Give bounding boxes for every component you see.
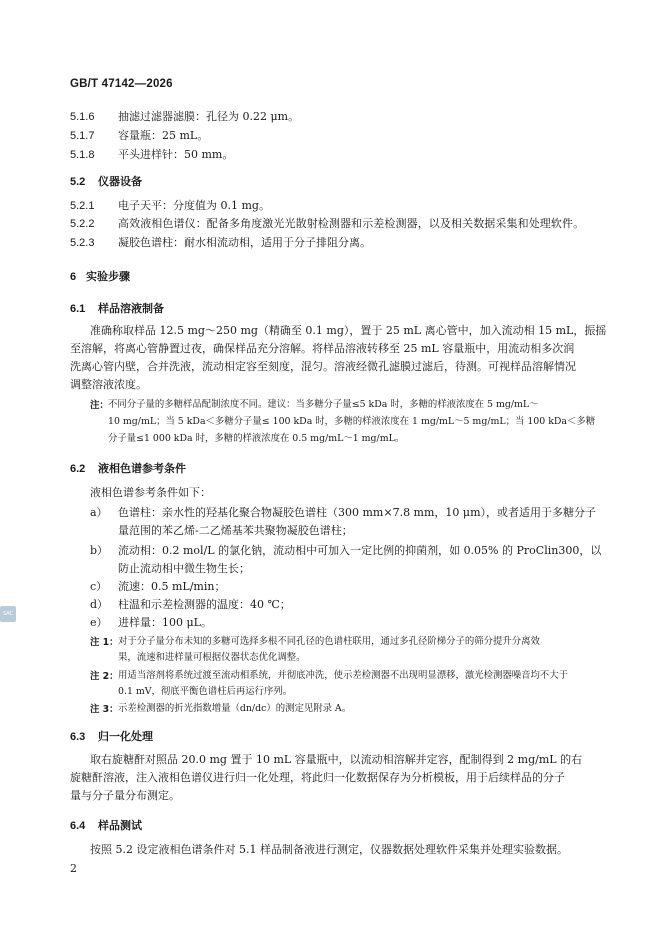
list-marker: a） bbox=[90, 506, 108, 519]
section-number: 6.1 bbox=[70, 303, 86, 315]
side-watermark-text: SAC bbox=[2, 611, 14, 617]
section-title: 样品测试 bbox=[98, 819, 142, 832]
list-item-line: 量范围的苯乙烯-二乙烯基苯共聚物凝胶色谱柱； bbox=[118, 524, 353, 537]
side-watermark-badge bbox=[0, 606, 16, 622]
note-line: 分子量≤1 000 kDa 时，多糖的样液浓度在 0.5 mg/mL～1 mg/mL。 bbox=[108, 433, 405, 444]
note-line: 对于分子量分布未知的多糖可选择多根不同孔径的色谱柱联用，通过多孔径阶梯分子的筛分提升分离效 bbox=[118, 636, 540, 647]
section-title: 实验步骤 bbox=[86, 270, 130, 283]
note-line: 果，流速和进样量可根据仪器状态优化调整。 bbox=[118, 652, 306, 663]
section-number: 6.2 bbox=[70, 463, 86, 475]
list-marker: b） bbox=[90, 544, 109, 557]
paragraph-line: 按照 5.2 设定液相色谱条件对 5.1 样品制备液进行测定，仪器数据处理软件采集并处理实验数据。 bbox=[90, 843, 568, 856]
item-text: 容量瓶：25 mL。 bbox=[118, 129, 209, 142]
section-title: 归一化处理 bbox=[98, 730, 153, 743]
list-item-line: 流速：0.5 mL/min； bbox=[118, 580, 226, 593]
note-line: 用适当溶剂将系统过渡至流动相系统，并彻底冲洗，使示差检测器不出现明显漂移，激光检测器噪音均不大于 bbox=[118, 670, 569, 681]
list-marker: d） bbox=[90, 598, 109, 611]
paragraph-line: 至溶解，将离心管静置过夜，确保样品充分溶解。将样品溶液转移至 25 mL 容量瓶中，用流动相多次润 bbox=[70, 342, 575, 355]
section-number: 6.3 bbox=[70, 731, 86, 743]
note-label: 注： bbox=[90, 400, 109, 411]
note-line: 不同分子量的多糖样品配制浓度不同。建议：当多糖分子量≤5 kDa 时，多糖的样液浓度在 5 mg/mL～ bbox=[108, 399, 539, 410]
item-number: 5.2.3 bbox=[70, 237, 95, 249]
item-number: 5.2.1 bbox=[70, 200, 95, 212]
list-item-line: 防止流动相中微生物生长； bbox=[118, 562, 250, 575]
paragraph-line: 旋糖酐溶液，注入液相色谱仪进行归一化处理，将此归一化数据保存为分析模板，用于后续样品的分子 bbox=[70, 771, 565, 784]
section-title: 样品溶液制备 bbox=[98, 302, 164, 315]
paragraph-line: 调整溶液浓度。 bbox=[70, 378, 147, 391]
note-line: 10 mg/mL；当 5 kDa＜多糖分子量≤ 100 kDa 时，多糖的样液浓度在 1 mg/mL～5 mg/mL；当 100 kDa＜多糖 bbox=[108, 416, 596, 427]
note-label: 注 2： bbox=[90, 671, 119, 682]
page-number: 2 bbox=[70, 862, 77, 875]
note-line: 示差检测器的折光指数增量（dn/dc）的测定见附录 A。 bbox=[118, 703, 352, 714]
item-number: 5.1.6 bbox=[70, 111, 95, 123]
item-number: 5.1.7 bbox=[70, 130, 95, 142]
item-text: 高效液相色谱仪：配备多角度激光光散射检测器和示差检测器，以及相关数据采集和处理软件。 bbox=[118, 217, 585, 230]
section-title: 仪器设备 bbox=[98, 175, 142, 188]
paragraph-line: 液相色谱参考条件如下： bbox=[90, 486, 211, 499]
note-line: 0.1 mV，彻底平衡色谱柱后再运行序列。 bbox=[118, 686, 293, 697]
paragraph-line: 取右旋糖酐对照品 20.0 mg 置于 10 mL 容量瓶中，以流动相溶解并定容，配制得到 2 mg/mL 的右 bbox=[90, 753, 583, 766]
item-text: 抽滤过滤器滤膜：孔径为 0.22 μm。 bbox=[118, 110, 300, 123]
standard-code-header: GB/T 47142—2026 bbox=[70, 78, 173, 90]
list-item-line: 进样量：100 μL。 bbox=[118, 616, 212, 629]
note-label: 注 1： bbox=[90, 637, 119, 648]
section-title: 液相色谱参考条件 bbox=[98, 462, 186, 475]
section-number: 5.2 bbox=[70, 176, 86, 188]
list-marker: e） bbox=[90, 616, 108, 629]
list-marker: c） bbox=[90, 580, 108, 593]
paragraph-line: 量与分子量分布测定。 bbox=[70, 789, 180, 802]
section-number: 6 bbox=[70, 271, 77, 283]
paragraph-line: 准确称取样品 12.5 mg～250 mg（精确至 0.1 mg），置于 25 mL 离心管中，加入流动相 15 mL，振摇 bbox=[90, 324, 607, 337]
item-number: 5.1.8 bbox=[70, 149, 95, 161]
list-item-line: 柱温和示差检测器的温度：40 ℃； bbox=[118, 598, 291, 611]
item-text: 凝胶色谱柱：耐水相流动相，适用于分子排阻分离。 bbox=[118, 236, 371, 249]
section-number: 6.4 bbox=[70, 820, 86, 832]
list-item-line: 流动相：0.2 mol/L 的氯化钠，流动相中可加入一定比例的抑菌剂，如 0.05% 的 ProClin300，以 bbox=[118, 544, 602, 557]
list-item-line: 色谱柱：亲水性的羟基化聚合物凝胶色谱柱（300 mm×7.8 mm，10 μm），或者适用于多糖分子 bbox=[118, 506, 596, 519]
paragraph-line: 洗离心管内壁，合并洗液，流动相定容至刻度，混匀。溶液经微孔滤膜过滤后，待测。可视样品溶解情况 bbox=[70, 360, 576, 373]
item-text: 电子天平：分度值为 0.1 mg。 bbox=[118, 199, 270, 212]
item-text: 平头进样针：50 mm。 bbox=[118, 148, 234, 161]
item-number: 5.2.2 bbox=[70, 218, 95, 230]
note-label: 注 3： bbox=[90, 704, 119, 715]
